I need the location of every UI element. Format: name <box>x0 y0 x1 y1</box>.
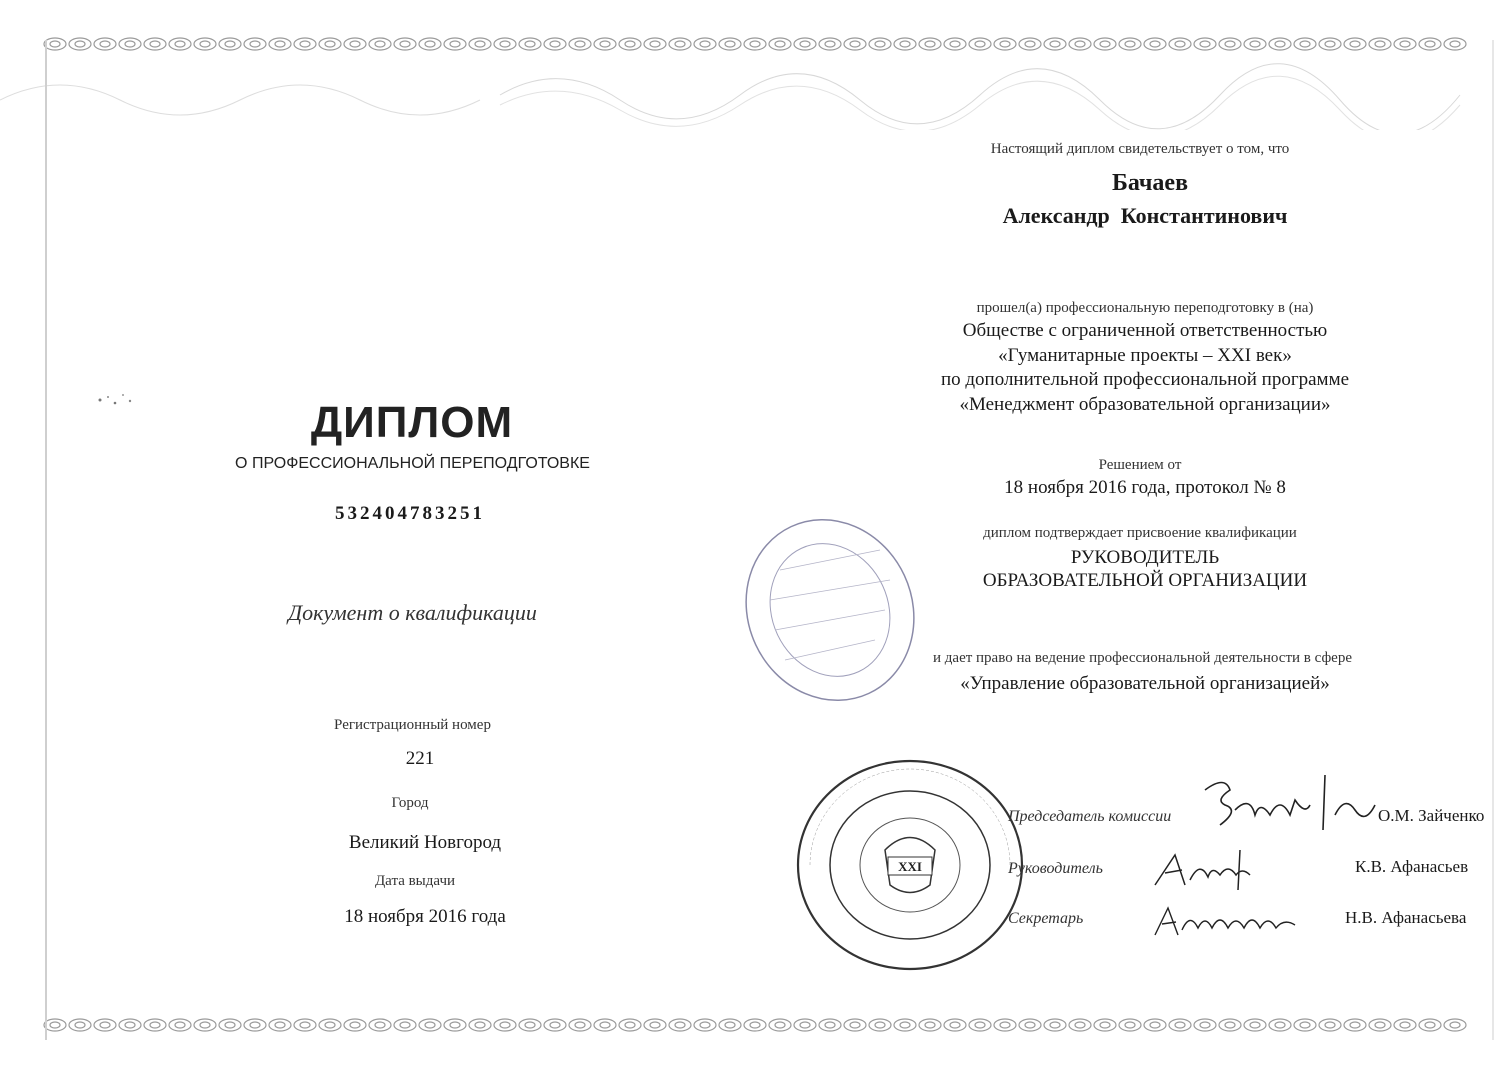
decision-label: Решением от <box>1098 457 1182 473</box>
retraining-statement: прошел(а) профессиональную переподготовку в (на) <box>976 300 1314 316</box>
program-line-1: по дополнительной профессиональной программе <box>940 369 1350 390</box>
city: Великий Новгород <box>348 832 502 853</box>
signature-role-chairman: Председатель комиссии <box>1008 808 1172 825</box>
secretary-signature-image <box>1150 900 1300 945</box>
diploma-title: ДИПЛОМ <box>310 398 514 447</box>
qualification-line-2: ОБРАЗОВАТЕЛЬНОЙ ОРГАНИЗАЦИИ <box>982 570 1308 591</box>
organization-line-1: Обществе с ограниченной ответственностью <box>962 320 1328 341</box>
signature-role-secretary: Секретарь <box>1008 910 1084 927</box>
director-signature-image <box>1150 845 1260 895</box>
city-label: Город <box>391 795 429 811</box>
qualification-intro: диплом подтверждает присвоение квалификации <box>983 525 1297 541</box>
registration-number: 221 <box>405 748 435 769</box>
organization-line-2: «Гуманитарные проекты – XXI век» <box>998 345 1292 366</box>
svg-text:ХХI: ХХI <box>898 859 922 874</box>
issue-date-label: Дата выдачи <box>374 873 456 889</box>
signature-name-director: К.В. Афанасьев <box>1355 857 1469 876</box>
chairman-signature-image <box>1195 770 1385 840</box>
registration-number-label: Регистрационный номер <box>334 717 491 733</box>
diploma-serial-number: 532404783251 <box>335 503 485 524</box>
top-ornament-border <box>0 0 1500 130</box>
issue-date: 18 ноября 2016 года <box>344 906 506 927</box>
faint-institution-stamp <box>740 510 920 710</box>
qualification-line-1: РУКОВОДИТЕЛЬ <box>1070 547 1220 568</box>
diploma-subtitle: О ПРОФЕССИОНАЛЬНОЙ ПЕРЕПОДГОТОВКЕ <box>235 455 590 472</box>
professional-right-intro: и дает право на ведение профессиональной деятельности в сфере <box>933 650 1352 666</box>
scan-specks <box>90 385 140 415</box>
round-seal <box>790 755 1030 975</box>
signature-name-secretary: Н.В. Афанасьева <box>1345 908 1467 927</box>
document-type: Документ о квалификации <box>288 600 537 625</box>
certifies-intro: Настоящий диплом свидетельствует о том, что <box>990 141 1290 157</box>
professional-sphere: «Управление образовательной организацией» <box>960 673 1330 694</box>
decision-date-protocol: 18 ноября 2016 года, протокол № 8 <box>1004 477 1286 498</box>
signature-role-director: Руководитель <box>1008 860 1103 877</box>
program-line-2: «Менеджмент образовательной организации» <box>959 394 1331 415</box>
holder-given-names: Александр Константинович <box>1002 203 1288 228</box>
holder-surname: Бачаев <box>1111 170 1189 196</box>
signature-name-chairman: О.М. Зайченко <box>1378 806 1485 825</box>
